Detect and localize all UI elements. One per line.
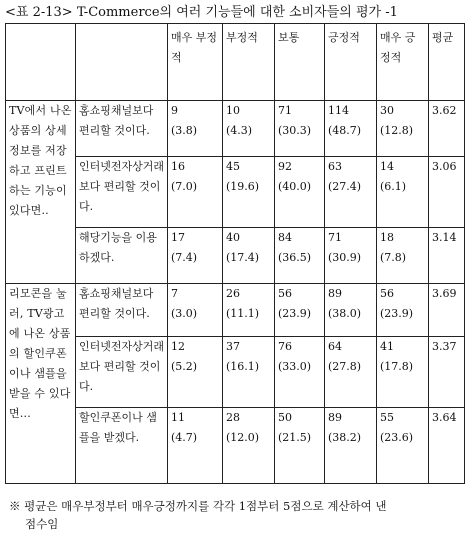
footnote-line-1: ※ 평균은 매우부정부터 매우긍정까지를 각각 1점부터 5점으로 계산하여 낸 [9, 499, 387, 513]
table-caption: <표 2-13> T-Commerce의 여러 기능들에 대한 소비자들의 평가 -1 [5, 5, 398, 20]
cell-average: 3.14 [429, 228, 465, 284]
count: 17 [171, 231, 185, 244]
cell-positive [325, 408, 377, 484]
count: 71 [278, 104, 292, 117]
percent: (30.9) [328, 251, 362, 264]
cell-neutral [275, 101, 325, 157]
cell-positive [325, 284, 377, 337]
header-blank-group [6, 24, 76, 101]
footnote [9, 497, 467, 533]
percent: (36.5) [278, 251, 312, 264]
cell-average: 3.06 [429, 157, 465, 228]
percent: (6.1) [380, 180, 407, 193]
count: 30 [380, 104, 394, 117]
percent: (48.7) [328, 124, 362, 137]
count: 50 [278, 411, 292, 424]
count: 45 [226, 160, 240, 173]
count: 9 [171, 104, 178, 117]
cell-positive [325, 101, 377, 157]
count: 114 [328, 104, 349, 117]
row-item: 홈쇼핑채널보다 편리할 것이다. [76, 101, 168, 157]
group-label: 리모콘을 눌러, TV광고에 나온 상품의 할인쿠폰이나 샘플을 받을 수 있다면... [6, 284, 76, 484]
row-item: 할인쿠폰이나 샘플을 받겠다. [76, 408, 168, 484]
percent: (27.8) [328, 360, 362, 373]
percent: (16.1) [226, 360, 260, 373]
cell-positive [325, 228, 377, 284]
percent: (17.8) [380, 360, 414, 373]
cell-neutral [275, 157, 325, 228]
header-average: 평균 [429, 24, 465, 101]
cell-very-positive [377, 408, 429, 484]
evaluation-table [5, 23, 465, 484]
percent: (5.2) [171, 360, 198, 373]
cell-average: 3.37 [429, 337, 465, 408]
cell-neutral [275, 408, 325, 484]
percent: (12.0) [226, 431, 260, 444]
percent: (3.0) [171, 307, 198, 320]
cell-very-negative [168, 228, 223, 284]
count: 10 [226, 104, 240, 117]
header-negative: 부정적 [223, 24, 275, 101]
cell-negative [223, 408, 275, 484]
cell-positive [325, 157, 377, 228]
cell-negative [223, 101, 275, 157]
count: 26 [226, 287, 240, 300]
row-item: 홈쇼핑채널보다 편리할 것이다. [76, 284, 168, 337]
count: 40 [226, 231, 240, 244]
count: 56 [278, 287, 292, 300]
count: 63 [328, 160, 342, 173]
percent: (7.8) [380, 251, 407, 264]
count: 37 [226, 340, 240, 353]
percent: (4.7) [171, 431, 198, 444]
count: 16 [171, 160, 185, 173]
cell-very-positive [377, 101, 429, 157]
percent: (21.5) [278, 431, 312, 444]
cell-very-positive [377, 157, 429, 228]
cell-negative [223, 157, 275, 228]
count: 64 [328, 340, 342, 353]
percent: (40.0) [278, 180, 312, 193]
count: 28 [226, 411, 240, 424]
cell-very-negative [168, 337, 223, 408]
count: 12 [171, 340, 185, 353]
count: 84 [278, 231, 292, 244]
count: 41 [380, 340, 394, 353]
percent: (17.4) [226, 251, 260, 264]
cell-neutral [275, 337, 325, 408]
percent: (27.4) [328, 180, 362, 193]
count: 76 [278, 340, 292, 353]
header-neutral: 보통 [275, 24, 325, 101]
cell-very-negative [168, 101, 223, 157]
percent: (38.2) [328, 431, 362, 444]
count: 55 [380, 411, 394, 424]
row-item: 인터넷전자상거래보다 편리할 것이다. [76, 157, 168, 228]
row-item: 인터넷전자상거래보다 편리할 것이다. [76, 337, 168, 408]
percent: (23.6) [380, 431, 414, 444]
count: 56 [380, 287, 394, 300]
percent: (38.0) [328, 307, 362, 320]
cell-very-negative [168, 408, 223, 484]
cell-average: 3.62 [429, 101, 465, 157]
cell-negative [223, 284, 275, 337]
group-label: TV에서 나온 상품의 상세정보를 저장하고 프린트하는 기능이 있다면.. [6, 101, 76, 284]
row-item: 해당기능을 이용하겠다. [76, 228, 168, 284]
table-row [6, 284, 465, 337]
header-very-positive: 매우 긍정적 [377, 24, 429, 101]
count: 7 [171, 287, 178, 300]
percent: (23.9) [278, 307, 312, 320]
header-blank-item [76, 24, 168, 101]
footnote-line-2: 점수임 [25, 517, 59, 531]
header-row [6, 24, 465, 101]
cell-neutral [275, 284, 325, 337]
percent: (11.1) [226, 307, 260, 320]
count: 92 [278, 160, 292, 173]
percent: (3.8) [171, 124, 198, 137]
percent: (33.0) [278, 360, 312, 373]
cell-very-negative [168, 157, 223, 228]
cell-negative [223, 337, 275, 408]
percent: (4.3) [226, 124, 253, 137]
percent: (7.0) [171, 180, 198, 193]
cell-very-positive [377, 228, 429, 284]
percent: (7.4) [171, 251, 198, 264]
header-very-negative: 매우 부정적 [168, 24, 223, 101]
cell-positive [325, 337, 377, 408]
count: 14 [380, 160, 394, 173]
count: 89 [328, 287, 342, 300]
cell-very-positive [377, 337, 429, 408]
cell-very-positive [377, 284, 429, 337]
table-row [6, 101, 465, 157]
header-positive: 긍정적 [325, 24, 377, 101]
percent: (19.6) [226, 180, 260, 193]
percent: (30.3) [278, 124, 312, 137]
count: 71 [328, 231, 342, 244]
cell-average: 3.64 [429, 408, 465, 484]
cell-neutral [275, 228, 325, 284]
percent: (12.8) [380, 124, 414, 137]
cell-very-negative [168, 284, 223, 337]
cell-negative [223, 228, 275, 284]
count: 18 [380, 231, 394, 244]
count: 89 [328, 411, 342, 424]
percent: (23.9) [380, 307, 414, 320]
cell-average: 3.69 [429, 284, 465, 337]
count: 11 [171, 411, 185, 424]
